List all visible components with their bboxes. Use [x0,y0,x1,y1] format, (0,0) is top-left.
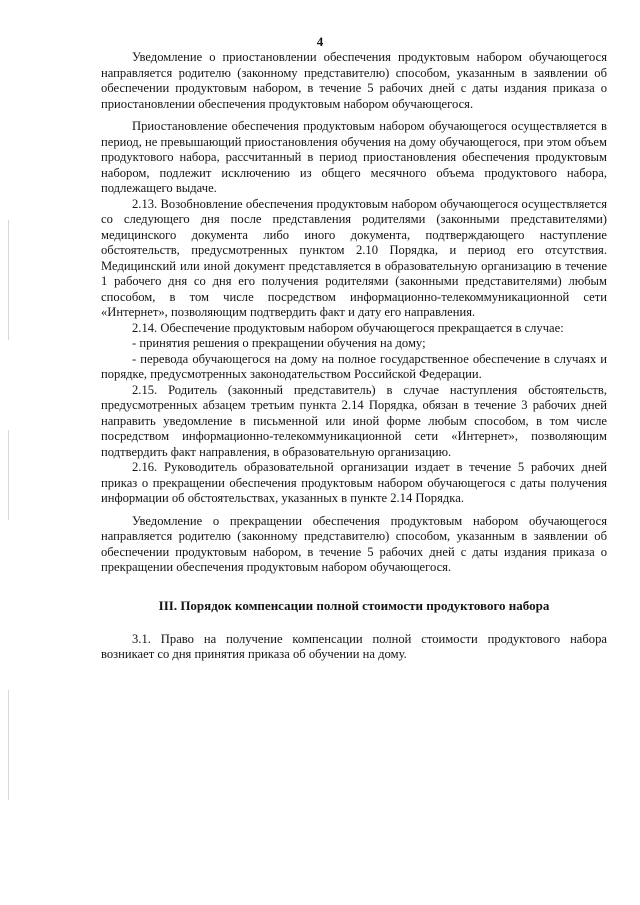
list-item: - перевода обучающегося на дому на полное государственное обеспечение в случаях и порядке, предусмотренных законодательством Российской Федерации. [101,351,607,381]
paragraph: 2.13. Возобновление обеспечения продуктовым набором обучающегося осуществляется со следующего дня после представления родителями (законными представителями) медицинского документа либо иного документа, подтверждающего наступление обстоятельств, предусмотренных пунктом 2.10 Порядка, и период его отсутствия. Медицинский или иной документ представляется в образовательную организацию в течение 1 рабочего дня со дня его получения родителями (законными представителями) любым способом, в том числе посредством информационно-телекоммуникационной сети «Интернет», позволяющим подтвердить факт и дату его направления. [101,196,607,319]
page-number: 4 [316,34,324,49]
paragraph: 2.16. Руководитель образовательной организации издает в течение 5 рабочих дней приказ о прекращении обеспечения продуктовым набором обучающегося с даты получения информации об обстоятельствах, указанных в пункте 2.14 Порядка. [101,460,607,505]
paragraph: Приостановление обеспечения продуктовым набором обучающегося осуществляется в период, не превышающий приостановления обучения на дому обучающегося, при этом объем продуктового набора, рассчитанный в период приостановления обеспечения продуктовым набором, подлежит исключению из общего месячного объема продуктового набора, подлежащего выдаче. [101,119,607,195]
paragraph: Уведомление о приостановлении обеспечения продуктовым набором обучающегося направляется родителю (законному представителю) способом, указанным в заявлении об обеспечении продуктовым набором, в течение 5 рабочих дней с даты издания приказа о приостановлении обеспечения продуктовым набором обучающегося. [101,50,607,111]
list-item: - принятия решения о прекращении обучения на дому; [132,336,426,350]
paragraph: 2.14. Обеспечение продуктовым набором обучающегося прекращается в случае: [132,320,564,335]
paragraph: 3.1. Право на получение компенсации полной стоимости продуктового набора возникает со дня принятия приказа об обучении на дому. [101,631,607,661]
scan-edge-mark [8,690,9,800]
scan-edge-mark [8,220,9,340]
section-heading: III. Порядок компенсации полной стоимости продуктового набора [158,597,550,613]
paragraph: 2.15. Родитель (законный представитель) в случае наступления обстоятельств, предусмотренных абзацем третьим пункта 2.14 Порядка, обязан в течение 3 рабочих дней направить уведомление в письменной или иной форме любым способом, в том числе посредством информационно-телекоммуникационной сети «Интернет», позволяющим подтвердить факт направления, в образовательную организацию. [101,382,607,459]
paragraph: Уведомление о прекращении обеспечения продуктовым набором обучающегося направляется родителю (законному представителю) способом, указанным в заявлении об обеспечении продуктовым набором, в течение 5 рабочих дней с даты издания приказа о прекращении обеспечения продуктовым набором обучающегося. [101,513,607,574]
document-body [101,50,607,663]
scan-edge-mark [8,430,9,520]
